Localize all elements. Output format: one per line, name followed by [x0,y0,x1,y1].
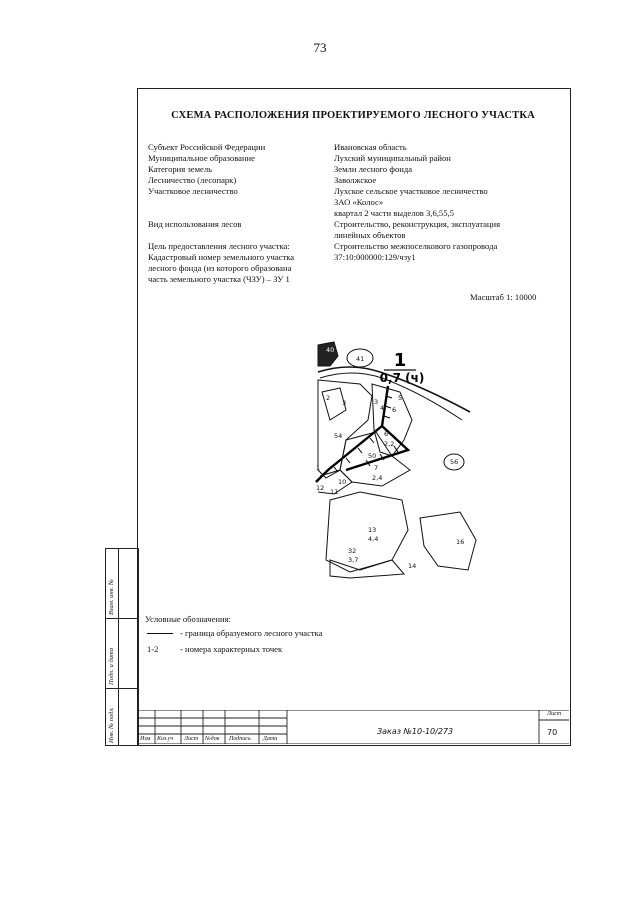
map-label: 12 [316,484,325,492]
field-label: Категория земель [148,164,213,174]
side-label-replacement: Взам. инв. № [108,579,115,615]
map-label: 50 [368,452,377,460]
map-label: 41 [356,355,365,363]
field-value: линейных объектов [334,230,406,240]
col-list: Лист [184,736,199,742]
map-label: 1 [316,464,321,472]
parcel-13 [326,492,408,572]
col-izm: Изм [140,736,151,742]
side-registry [105,548,137,744]
map-label: 3 [374,398,379,406]
sheet-number: 70 [547,728,558,737]
field-label: Муниципальное образование [148,153,255,163]
map-label: 11 [330,488,339,496]
field-value: Строительство межпоселкового газопровода [334,241,498,251]
side-label-inventory: Инв. № подл. [108,707,115,743]
parcel-16 [420,512,476,570]
col-date: Дата [263,736,278,742]
map-label: 13 [368,526,377,534]
page-number: 73 [313,40,327,55]
legend-item-points: - номера характерных точек [180,644,283,654]
sheet-label: Лист [547,711,562,717]
plot-number: 1 [393,350,407,371]
map-label: 2,4 [372,474,383,482]
map-label: 7 [374,464,379,472]
field-label: Лесничество (лесопарк) [148,175,237,185]
field-value: квартал 2 части выделов 3,6,55,5 [334,208,454,218]
map-label: 3,7 [348,556,359,564]
map-label: 4,4 [368,535,379,543]
field-label: Вид использования лесов [148,219,242,229]
page-title: СХЕМА РАСПОЛОЖЕНИЯ ПРОЕКТИРУЕМОГО ЛЕСНОГО УЧАСТКА [171,110,535,121]
field-label: Кадастровый номер земельного участка [148,252,295,262]
field-value: Земли лесного фонда [334,164,413,174]
col-doc: №док [205,736,220,742]
field-value: Заволжское [334,175,377,185]
map-label: 40 [326,346,335,354]
plot-hatch [334,396,398,472]
map-label: 54 [334,432,343,440]
field-value: 37:10:000000:129/чзу1 [334,252,416,262]
field-value: ЗАО «Колос» [334,197,384,207]
title-block-text [137,710,569,744]
field-value: Ивановская область [334,142,407,152]
field-label: часть земельного участка (ЧЗУ) – ЗУ 1 [148,274,290,284]
map-label: 5 [398,394,403,402]
legend-title: Условные обозначения: [145,614,231,624]
map-label: 14 [408,562,417,570]
col-signature: Подпись [229,736,251,742]
map-label: 6 [392,406,397,414]
map-label: 2,2 [384,440,395,448]
field-value: Строительство, реконструкция, эксплуатация [334,219,501,229]
map-label: 16 [456,538,465,546]
col-kol: Кол.уч [157,736,174,742]
field-label: Участковое лесничество [148,186,238,196]
legend-symbol-points: 1-2 [147,644,159,654]
field-value: Лухский муниципальный район [334,153,451,163]
map-label: 32 [348,547,357,555]
order-number: Заказ №10-10/273 [377,727,454,736]
field-label: Субъект Российской Федерации [148,142,266,152]
plot-area: 0,7 (ч) [379,371,425,385]
legend-item-boundary: - граница образуемого лесного участка [180,628,323,638]
side-label-signature: Подп. и дата [108,647,115,685]
map-label: 56 [450,458,459,466]
map-label: 3 [342,399,347,407]
legend-line-symbol [147,633,173,634]
parcel-32 [330,560,404,578]
map-label: 10 [338,478,347,486]
forest-plot-map [300,330,500,580]
map-label: 2 [326,394,331,402]
field-label: Цель предоставления лесного участка: [148,241,290,251]
map-label: 6 [384,430,389,438]
field-label: лесного фонда (из которого образована [148,263,292,273]
map-label: 4 [380,404,385,412]
scale-label: Масштаб 1: 10000 [470,292,537,302]
field-value: Лухское сельское участковое лесничество [334,186,488,196]
